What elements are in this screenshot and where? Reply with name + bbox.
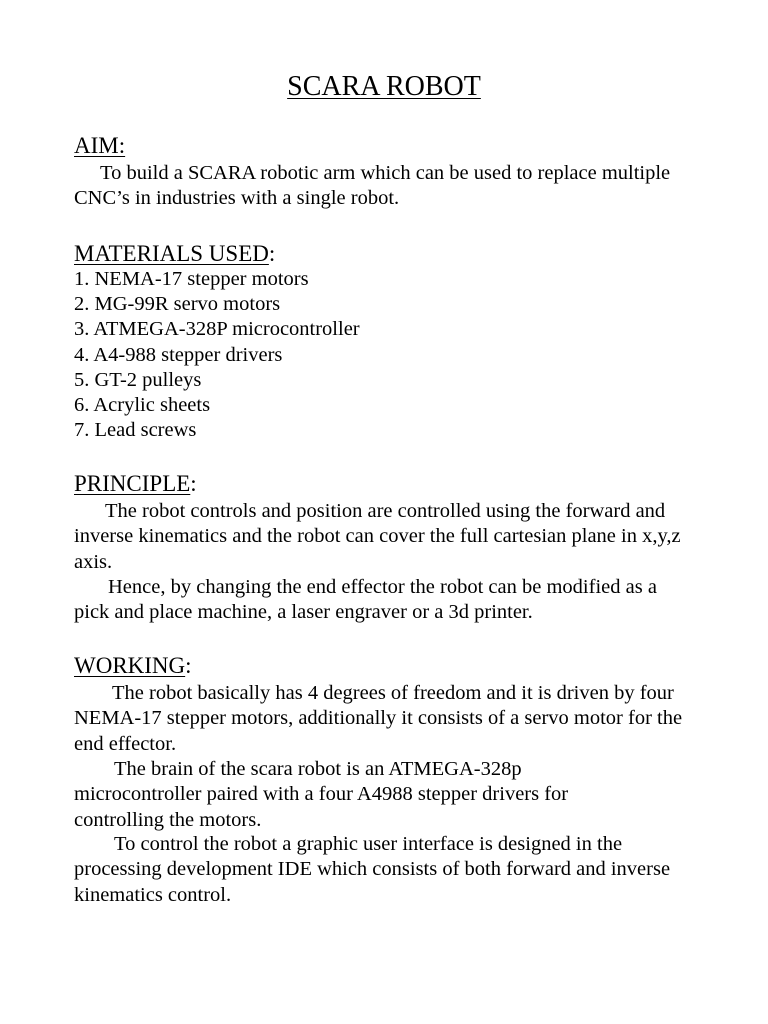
materials-list — [74, 267, 360, 443]
principle-text-2: Hence, by changing the end effector the robot can be modified as a pick and place machine, a laser engraver or a 3d printer. — [74, 576, 657, 624]
document-title — [0, 70, 768, 104]
aim-heading — [74, 132, 125, 160]
list-item: 4. A4-988 stepper drivers — [74, 343, 283, 366]
aim-heading-text: AIM: — [74, 133, 126, 158]
principle-heading-text: PRINCIPLE — [74, 471, 191, 496]
working-paragraph-2 — [74, 757, 654, 833]
aim-text: To build a SCARA robotic arm which can be used to replace multiple CNC’s in industries with a single robot. — [74, 162, 671, 210]
working-heading-text: WORKING — [74, 653, 186, 678]
working-paragraph-1 — [74, 681, 704, 757]
working-heading — [74, 652, 192, 680]
list-item: 3. ATMEGA-328P microcontroller — [74, 318, 360, 341]
aim-paragraph — [74, 161, 704, 212]
list-item: 2. MG-99R servo motors — [74, 293, 281, 316]
working-text-1: The robot basically has 4 degrees of freedom and it is driven by four NEMA-17 stepper motors, additionally it consists of a servo motor for the end effector. — [74, 682, 683, 755]
materials-heading-colon: : — [268, 241, 276, 266]
list-item: 6. Acrylic sheets — [74, 394, 211, 417]
principle-paragraph-2 — [74, 575, 694, 626]
document-title-text: SCARA ROBOT — [287, 71, 481, 102]
list-item: 1. NEMA-17 stepper motors — [74, 268, 309, 290]
working-paragraph-3 — [74, 832, 696, 908]
principle-paragraph-1 — [74, 499, 704, 575]
materials-heading-text: MATERIALS USED — [74, 241, 269, 266]
working-heading-colon: : — [185, 653, 192, 678]
principle-text-1: The robot controls and position are controlled using the forward and inverse kinematics and the robot can cover the full cartesian plane in x,y,z axis. — [74, 500, 681, 573]
principle-heading-colon: : — [190, 471, 197, 496]
working-text-2: The brain of the scara robot is an ATMEGA-328p microcontroller paired with a four A4988 stepper drivers for controlling the motors. — [74, 758, 569, 831]
list-item: 5. GT-2 pulleys — [74, 368, 202, 391]
list-item: 7. Lead screws — [74, 419, 197, 442]
working-text-3: To control the robot a graphic user interface is designed in the processing development IDE which consists of both forward and inverse kinematics control. — [74, 833, 671, 906]
principle-heading — [74, 470, 197, 498]
materials-heading — [74, 240, 275, 268]
